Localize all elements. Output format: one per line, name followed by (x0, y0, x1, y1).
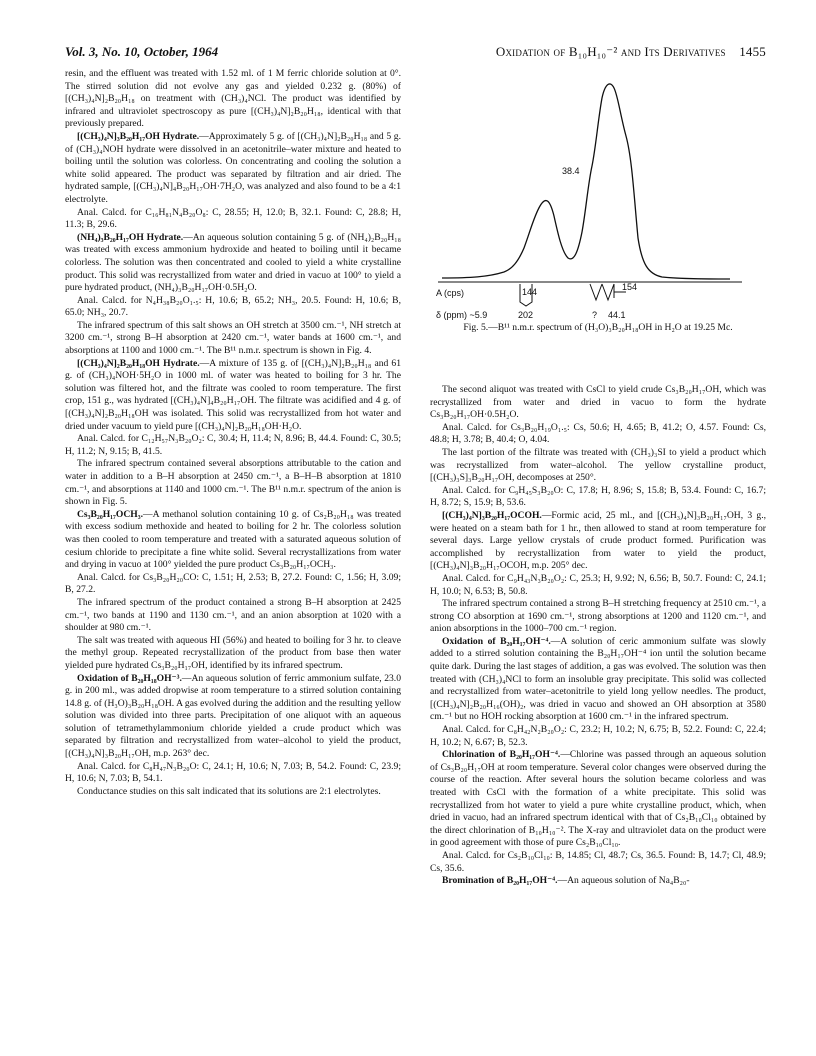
running-header (430, 44, 766, 60)
section-lead: [(CH₃)₄N]₃B₂₀H₁₇OCOH. (442, 509, 542, 521)
paragraph (65, 761, 401, 786)
figure-caption: Fig. 5.—B¹¹ n.m.r. spectrum of (H₃O)₃B₂₀H₁₈OH in H₂O at 19.25 Mc. (463, 322, 733, 333)
paragraph-text: —A methanol solution containing 10 g. of Cs₂B₂₀H₁₈ was treated with excess sodium methoxide and heated to boiling for 2 hr. The colorless solution was then cooled to room temperature and treated with a saturated aqueous solution of cesium chloride to precipitate a fine white solid. Several recrystallizations from water and drying in vacuo at 100° yielded the pure product Cs₃B₂₀H₁₇OCH₃. (65, 508, 401, 571)
journal-issue: Vol. 3, No. 10, October, 1964 (65, 44, 219, 59)
paragraph (65, 635, 401, 673)
section-lead: Cs₃B₂₀H₁₇OCH₃. (77, 508, 144, 520)
marker-mid-bracket (590, 284, 602, 300)
paragraph-text: The infrared spectrum of this salt shows an OH stretch at 3500 cm.⁻¹, NH stretch at 3200 cm.⁻¹, strong B–H absorption at 2420 cm.⁻¹, water bands at 1600 cm.⁻¹, and absorptions at 1100 and 1000 cm.⁻¹. The B¹¹ n.m.r. spectrum is shown in Fig. 4. (65, 319, 401, 357)
paragraph-text: Anal. Calcd. for C₈H₄₂N₂B₂₀O₂: C, 23.2; H, 10.2; N, 6.75; B, 52.2. Found: C, 22.4; H, 10.2; N, 6.67; B, 52.3. (430, 724, 766, 748)
paragraph (65, 68, 401, 131)
marker-144: 144 (522, 287, 538, 297)
paragraph (65, 509, 401, 572)
marker-question: ? (592, 310, 598, 320)
paragraph (430, 636, 766, 724)
right-column (430, 384, 766, 888)
paragraph (430, 749, 766, 850)
left-column (65, 68, 401, 798)
paragraph-text: —A solution of ceric ammonium sulfate was slowly added to a stirred solution containing the B₂₀H₁₇OH⁻⁴ ion until the solution became quite dark. During the last stages of addition, a gas was evolved. The solution was then treated with (CH₃)₄NCl to form an insoluble gray precipitate. This solid was collected and recrystallized from water–acetonitrile to yield long yellow needles. The product, [(CH₃)₄N]₂B₂₀H₁₆(OH)₂, was dried in vacuo and showed an OH absorption at 3580 cm.⁻¹ but no HOH rocking absorption at 1600 cm.⁻¹ in the infrared spectrum. (430, 635, 767, 723)
peak-label: 38.4 (562, 166, 580, 176)
paragraph (65, 131, 401, 207)
section-lead: Chlorination of B₂₀H₁₇OH⁻⁴. (442, 749, 561, 761)
paragraph-text: Anal. Calcd. for N₄H₃₈B₂₀O₁.₅: H, 10.6; B, 65.2; NH₃, 20.5. Found: H, 10.6; B, 65.0; NH₃, 20.7. (65, 294, 401, 319)
paragraph-text: The last portion of the filtrate was treated with (CH₃)₃SI to yield a product which was recrystallized from water–alcohol. The yellow crystalline product, [(CH₃)₃S]₃B₂₀H₁₇OH, decomposes at 250°. (430, 446, 766, 484)
paragraph (430, 598, 766, 636)
paragraph-text: Anal. Calcd. for Cs₂B₁₀Cl₁₀: B, 14.85; Cl, 48.7; Cs, 36.5. Found: B, 14.7; Cl, 48.9; Cs, 35.6. (430, 849, 766, 874)
paragraph-text: —Formic acid, 25 ml., and [(CH₃)₄N]₃B₂₀H₁₇OH, 3 g., were heated on a steam bath for 1 hr., then allowed to stand at room temperature for several days. Large yellow crystals of crude product formed. Purification was accomplished by recrystallization from water to yield the product, [(CH₃)₄N]₃B₂₀H₁₇OCOH, m.p. 205° dec. (430, 509, 766, 572)
section-lead: Oxidation of B₂₀H₁₇OH⁻⁴. (442, 635, 551, 647)
marker-441: 44.1 (608, 310, 626, 320)
paragraph (430, 384, 766, 422)
paragraph (430, 447, 766, 485)
paragraph-text: Anal. Calcd. for Cs₃B₂₀H₂₀CO: C, 1.51; H, 2.53; B, 27.2. Found: C, 1.56; H, 3.09; B, 27.2. (65, 571, 401, 596)
paragraph-text: The infrared spectrum contained a strong B–H stretching frequency at 2510 cm.⁻¹, a strong CO absorption at 1690 cm.⁻¹, strong absorptions at 1200 and 1120 cm.⁻¹, and anion absorptions in the 1000–700 cm.⁻¹ region. (430, 598, 766, 635)
shift-label: δ (ppm) ~5.9 (436, 310, 488, 320)
paragraph (430, 422, 766, 447)
marker-154: 154 (622, 282, 638, 292)
spectrum-trace (442, 84, 730, 279)
paragraph-text: The salt was treated with aqueous HI (56%) and heated to boiling for 3 hr. to cleave the methyl group. Repeated recrystallization of the product from base then water yielded pure hydrated Cs₃B₂₀H₁₇OH, identified by its infrared spectrum. (65, 634, 401, 671)
paragraph (430, 485, 766, 510)
paragraph (65, 673, 401, 761)
paragraph-text: resin, and the effluent was treated with 1.52 ml. of 1 M ferric chloride solution at 0°. The stirred solution did not evolve any gas and yielded 0.232 g. (80%) of [(CH₃)₄N]₂B₂₀H₁₈ on treatment with (CH₃)₄NCl. The product was identified by infrared and ultraviolet spectroscopy as pure [(CH₃)₄N]₂B₂₀H₁₈, identical with that previously prepared. (65, 68, 401, 130)
paragraph (430, 573, 766, 598)
paragraph-text: The infrared spectrum contained several absorptions attributable to the cation and water in addition to a B–H absorption at 2450 cm.⁻¹, a B–H–B absorption at 1810 cm.⁻¹, and absorptions at 1140 and 1000 cm.⁻¹. The B¹¹ n.m.r. spectrum of the anion is shown in Fig. 5. (65, 458, 401, 508)
paragraph-text: Anal. Calcd. for C₉H₄₅S₃B₂₀O: C, 17.8; H, 8.96; S, 15.8; B, 53.4. Found: C, 16.7; H, 8.72; S, 15.9; B, 53.6. (430, 484, 766, 509)
marker-right-bracket (602, 284, 614, 300)
section-lead: [(CH₃)₄N]₃B₂₀H₁₇OH Hydrate. (77, 130, 200, 142)
paragraph-text: Anal. Calcd. for C₈H₄₇N₃B₂₀O: C, 24.1; H, 10.6; N, 7.03; B, 54.2. Found: C, 23.9; H, 10.6; N, 7.03; B, 54.1. (65, 760, 401, 785)
paragraph (430, 510, 766, 573)
paragraph (430, 850, 766, 875)
paragraph-text: —Approximately 5 g. of [(CH₃)₄N]₂B₂₀H₁₈ and 5 g. of (CH₃)₄NOH hydrate were dissolved in an acetonitrile–water mixture and heated to boiling until the solution was colorless. On concentrating and cooling the solution a white solid appeared. The product was separated by filtration and air dried. The hydrated sample, [(CH₃)₄N]₄B₂₀H₁₇OH·7H₂O, was analyzed and also found to be a 4:1 electrolyte. (65, 130, 401, 205)
axis-label: A (cps) (436, 288, 465, 298)
marker-202: 202 (518, 310, 534, 320)
paragraph-text: —An aqueous solution containing 5 g. of (NH₄)₂B₂₀H₁₈ was treated with excess ammonium hydroxide and heated to boiling until it became colorless. The solution was then concentrated and cooled to yield a white crystalline product. This solid was recrystallized from water and dried in vacuo at 100° to yield a pure hydrated product, (NH₄)₃B₂₀H₁₇OH·0.5H₂O. (65, 231, 401, 294)
nmr-figure (430, 66, 766, 384)
section-lead: [(CH₃)₄N]₂B₂₀H₁₈OH Hydrate. (77, 357, 200, 369)
paragraph-text: Conductance studies on this salt indicated that its solutions are 2:1 electrolytes. (77, 785, 381, 797)
paragraph-text: —A mixture of 135 g. of [(CH₃)₄N]₂B₂₀H₁₈ and 61 g. of (CH₃)₄NOH·5H₂O in 1000 ml. of water was heated to boiling for 3 hr. The solution was filtered hot, and the filtrate was cooled to room temperature. The first crop, 151 g., was hydrated [(CH₃)₄N]₄B₂₀H₁₇OH. The filtrate was acidified and 4 g. of [(CH₃)₄N]₂B₂₀H₁₈OH was isolated. This solid was recrystallized from hot water and dried under vacuum to yield pure [(CH₃)₄N]₂B₂₀H₁₈OH·H₂O. (65, 357, 402, 432)
paragraph-text: —Chlorine was passed through an aqueous solution of Cs₃B₂₀H₁₇OH at room temperature. Several color changes were observed during the course of the reaction. After several hours the solution became colorless and was treated with CsCl with the formation of a white precipitate. This solid was recrystallized from hot water to yield a pure white crystalline product, which, when dried in vacuo, had an infrared spectrum identical with that of Cs₂B₁₀Cl₁₀ obtained by the direct chlorination of B₁₀H₁₀⁻². The X-ray and ultraviolet data on the product were in good agreement with those of pure Cs₂B₁₀Cl₁₀. (430, 749, 767, 849)
paragraph-text: —An aqueous solution of Na₄B₂₀- (557, 875, 690, 887)
nmr-spectrum-plot (430, 66, 766, 322)
paragraph (65, 786, 401, 799)
paragraph (430, 875, 766, 888)
paragraph-text: Anal. Calcd. for C₁₂H₅₇N₃B₂₀O₂: C, 30.4; H, 11.4; N, 8.96; B, 44.4. Found: C, 30.5; H, 11.2; N, 9.15; B, 41.5. (65, 433, 401, 457)
section-lead: (NH₄)₃B₂₀H₁₇OH Hydrate. (77, 231, 184, 243)
paragraph (65, 433, 401, 458)
paragraph-text: Anal. Calcd. for C₁₆H₈₁N₄B₂₀O₈: C, 28.55; H, 12.0; B, 32.1. Found: C, 28.8; H, 11.3; B, 29.6. (65, 206, 401, 231)
paragraph-text: Anal. Calcd. for Cs₃B₂₀H₁₉O₁.₅: Cs, 50.6; H, 4.65; B, 41.2; O, 4.57. Found: Cs, 48.8; H, 3.78; B, 40.4; O, 4.04. (430, 421, 766, 446)
paragraph (430, 724, 766, 749)
paragraph (65, 358, 401, 434)
paragraph (65, 295, 401, 320)
paragraph-text: Anal. Calcd. for C₉H₄₃N₃B₂₀O₂: C, 25.3; H, 9.92; N, 6.56; B, 50.7. Found: C, 24.1; H, 10.0; N, 6.53; B, 50.8. (430, 572, 766, 597)
paragraph-text: The infrared spectrum of the product contained a strong B–H absorption at 2425 cm.⁻¹, two bands at 1190 and 1130 cm.⁻¹, and an anion absorption at 1020 with a shoulder at 980 cm.⁻¹. (65, 596, 401, 634)
section-lead: Oxidation of B₂₀H₁₈OH⁻³. (77, 672, 182, 684)
page-number: 1455 (739, 44, 766, 59)
paragraph (65, 320, 401, 358)
paragraph (65, 572, 401, 597)
paragraph (65, 232, 401, 295)
section-lead: Bromination of B₂₀H₁₇OH⁻⁴. (442, 875, 558, 887)
paragraph (65, 458, 401, 508)
paragraph-text: The second aliquot was treated with CsCl to yield crude Cs₃B₂₀H₁₇OH, which was recrystallized from water and dried in vacuo to form the hydrate Cs₃B₂₀H₁₇OH·0.5H₂O. (430, 384, 766, 421)
paragraph-text: —An aqueous solution of ferric ammonium sulfate, 23.0 g. in 200 ml., was added dropwise at room temperature to a stirred solution containing 14.8 g. of (H₃O)₃B₂₀H₁₈OH. A gas evolved during the addition and the resulting yellow solution was divided into three parts. Precipitation of one aliquot with an aqueous solution of tetramethylammonium chloride yielded a crude product which was separated by filtration and recrystallized from water–alcohol to yield the product, [(CH₃)₄N]₃B₂₀H₁₇OH, m.p. 263° dec. (65, 672, 402, 760)
paragraph (65, 207, 401, 232)
paragraph (65, 597, 401, 635)
running-title: Oxidation of B₁₀H₁₀⁻² and Its Derivatives (495, 44, 726, 59)
